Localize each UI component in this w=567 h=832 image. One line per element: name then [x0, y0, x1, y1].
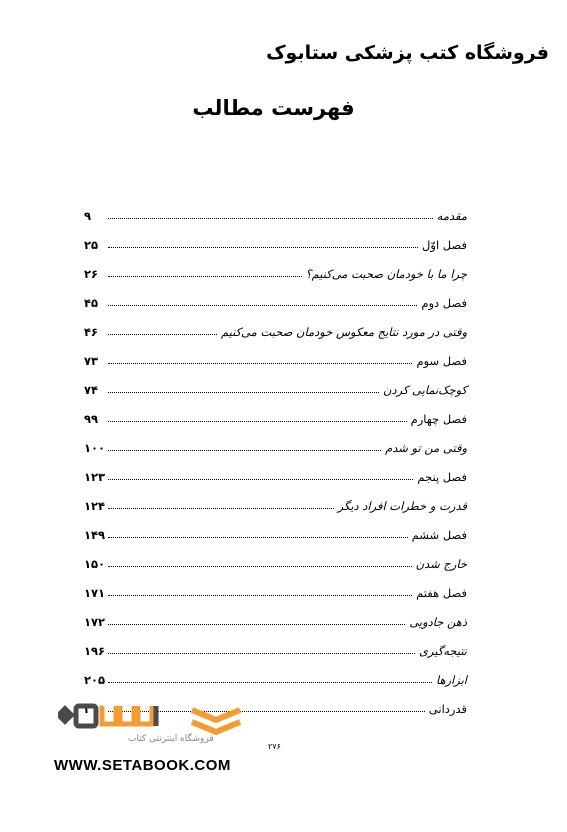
- toc-entry-label: فصل ششم: [411, 528, 467, 542]
- toc-entry-label: فصل هفتم: [416, 586, 467, 600]
- toc-entry-page: ۱۲۴: [84, 499, 106, 513]
- toc-leader-dots: [108, 334, 217, 335]
- toc-leader-dots: [108, 276, 302, 277]
- toc-entry-label: ابزارها: [435, 673, 467, 687]
- toc-entry: [84, 194, 467, 223]
- toc-entry: [84, 397, 467, 426]
- toc-entry: [84, 571, 467, 600]
- page-number: ۲۷۶: [268, 742, 281, 751]
- toc-entry-label: مقدمه: [436, 209, 467, 223]
- toc-entry-page: ۴۵: [84, 296, 99, 310]
- toc-entry-page: ۱۰۰: [84, 441, 106, 455]
- toc-entry-page: ۹: [84, 209, 92, 223]
- page-header-title: فروشگاه کتب پزشکی ستابوک: [266, 42, 549, 64]
- toc-entry-page: ۷۳: [84, 354, 99, 368]
- toc-entry-label: فصل اوّل: [422, 238, 467, 252]
- toc-entry: [84, 542, 467, 571]
- toc-leader-dots: [108, 682, 432, 683]
- toc-entry-label: وقتی در مورد نتایج معکوس خودمان صحبت می‌کنیم: [220, 325, 467, 339]
- toc-entry-label: فصل چهارم: [410, 412, 467, 426]
- toc-entry-page: ۱۷۲: [84, 615, 106, 629]
- toc-entry: [84, 629, 467, 658]
- toc-entry-label: چرا ما با خودمان صحبت می‌کنیم؟: [305, 267, 467, 281]
- table-of-contents: [84, 194, 467, 716]
- toc-entry-page: ۷۴: [84, 383, 99, 397]
- toc-entry: [84, 455, 467, 484]
- toc-leader-dots: [108, 218, 433, 219]
- toc-leader-dots: [108, 508, 334, 509]
- toc-entry: [84, 426, 467, 455]
- toc-leader-dots: [108, 537, 408, 538]
- toc-entry: [84, 658, 467, 687]
- toc-entry: [84, 223, 467, 252]
- toc-entry: [84, 252, 467, 281]
- toc-leader-dots: [108, 624, 405, 625]
- toc-entry-label: خارج شدن: [415, 557, 467, 571]
- toc-leader-dots: [108, 653, 415, 654]
- toc-leader-dots: [108, 479, 413, 480]
- toc-entry-page: ۹۹: [84, 412, 99, 426]
- toc-entry-page: ۱۹۶: [84, 644, 106, 658]
- toc-entry: [84, 368, 467, 397]
- toc-entry: [84, 484, 467, 513]
- toc-leader-dots: [108, 595, 412, 596]
- toc-entry-page: ۱۵۰: [84, 557, 106, 571]
- toc-entry-page: ۲۶: [84, 267, 99, 281]
- toc-entry-page: ۲۰۵: [84, 673, 106, 687]
- toc-entry-label: فصل دوم: [421, 296, 467, 310]
- toc-entry-label: نتیجه‌گیری: [418, 644, 467, 658]
- toc-entry-label: وقتی من تو شدم: [385, 441, 467, 455]
- toc-entry-page: ۱۴۹: [84, 528, 106, 542]
- toc-leader-dots: [108, 421, 407, 422]
- setabook-logo: [58, 698, 248, 758]
- toc-entry-page: ۲۱۱: [84, 702, 106, 716]
- toc-entry-page: ۴۶: [84, 325, 99, 339]
- toc-title: فهرست مطالب: [192, 96, 355, 120]
- website-url: WWW.SETABOOK.COM: [54, 757, 231, 774]
- toc-entry-page: ۲۵: [84, 238, 99, 252]
- toc-entry-label: فصل پنجم: [417, 470, 467, 484]
- toc-entry-label: فصل سوم: [416, 354, 467, 368]
- toc-entry-page: ۱۲۳: [84, 470, 106, 484]
- toc-leader-dots: [108, 247, 418, 248]
- toc-entry: [84, 310, 467, 339]
- setabook-wordmark-icon: [58, 698, 178, 758]
- toc-leader-dots: [108, 363, 412, 364]
- toc-entry: [84, 281, 467, 310]
- toc-entry-label: قدرت و خطرات افراد دیگر: [337, 499, 467, 513]
- toc-entry-label: ذهن جادویی: [409, 615, 467, 629]
- toc-leader-dots: [108, 305, 417, 306]
- toc-entry: [84, 513, 467, 542]
- toc-entry: [84, 600, 467, 629]
- toc-entry-label: قدردانی: [428, 702, 467, 716]
- toc-leader-dots: [108, 392, 379, 393]
- toc-leader-dots: [108, 450, 381, 451]
- toc-leader-dots: [108, 566, 412, 567]
- logo-tagline: فروشگاه اینترنتی کتاب: [128, 734, 214, 744]
- toc-entry: [84, 339, 467, 368]
- toc-entry-label: کوچک‌نمایی کردن: [383, 383, 467, 397]
- toc-entry-page: ۱۷۱: [84, 586, 106, 600]
